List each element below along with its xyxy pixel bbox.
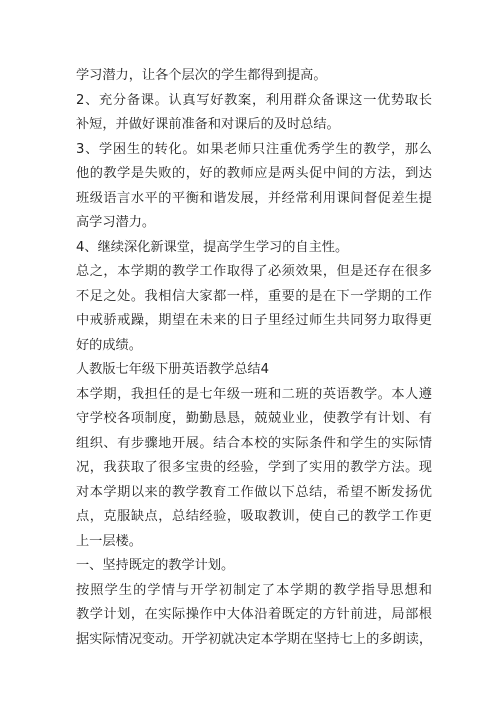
- text-line: 补短，并做好课前准备和对课后的及时总结。: [76, 117, 340, 132]
- text-line: 教学计划，在实际操作中大体沿着既定的方针前进，局部根: [76, 607, 432, 622]
- text-line: 况，我获取了很多宝贵的经验，学到了实用的教学方法。现: [76, 460, 432, 475]
- text-line: 对本学期以来的教学教育工作做以下总结，希望不断发扬优: [76, 484, 432, 500]
- text-line: 不足之处。我相信大家都一样，重要的是在下一学期的工作: [76, 288, 432, 304]
- text-line: 4、继续深化新课堂，提高学生学习的自主性。: [76, 239, 349, 255]
- text-line: 高学习潜力。: [76, 215, 156, 230]
- text-line: 据实际情况变动。开学初就决定本学期在坚持七上的多朗读，: [76, 631, 432, 647]
- text-line: 总之，本学期的教学工作取得了必须效果，但是还存在很多: [76, 264, 432, 279]
- text-line: 按照学生的学情与开学初制定了本学期的教学指导思想和: [76, 582, 432, 598]
- text-line: 点，克服缺点，总结经验，吸取教训，使自己的教学工作更: [76, 509, 432, 524]
- text-line: 他的教学是失败的，好的教师应是两头促中间的方法，到达: [76, 166, 432, 181]
- text-line: 人教版七年级下册英语教学总结4: [76, 362, 270, 377]
- document-page: [76, 64, 432, 652]
- text-line: 一、坚持既定的教学计划。: [76, 558, 235, 573]
- text-line: 中戒骄戒躁，期望在未来的日子里经过师生共同努力取得更: [76, 313, 432, 328]
- text-line: 学习潜力，让各个层次的学生都得到提高。: [76, 68, 327, 83]
- text-line: 组织、有步骤地开展。结合本校的实际条件和学生的实际情: [76, 435, 432, 451]
- text-line: 上一层楼。: [76, 533, 142, 549]
- text-line: 2、充分备课。认真写好教案，利用群众备课这一优势取长: [76, 92, 432, 108]
- text-line: 本学期，我担任的是七年级一班和二班的英语教学。本人遵: [76, 386, 432, 402]
- text-line: 好的成绩。: [76, 337, 142, 353]
- text-line: 班级语言水平的平衡和谐发展，并经常利用课间督促差生提: [76, 190, 432, 206]
- text-line: 3、学困生的转化。如果老师只注重优秀学生的教学，那么: [76, 141, 432, 157]
- document-body: [76, 64, 432, 652]
- text-line: 守学校各项制度，勤勤恳恳，兢兢业业，使教学有计划、有: [76, 411, 432, 426]
